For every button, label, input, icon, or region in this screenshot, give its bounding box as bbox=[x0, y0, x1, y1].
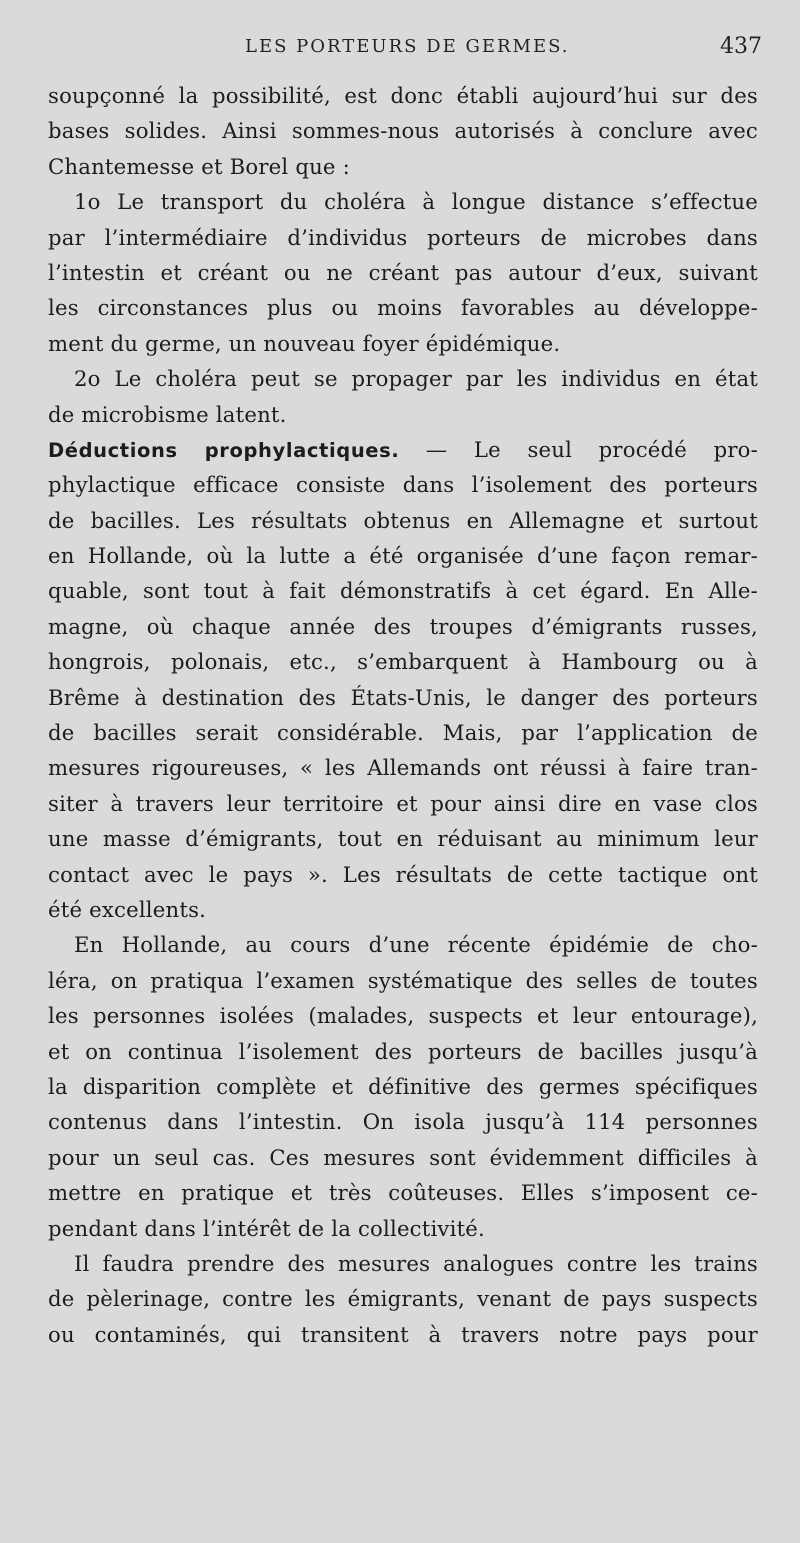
running-title: LES PORTEURS DE GERMES. bbox=[245, 36, 570, 57]
text-line: Chantemesse et Borel que : bbox=[48, 153, 350, 179]
paragraph-1 bbox=[48, 78, 758, 184]
text-line: siter à travers leur territoire et pour ainsi dire en vase clos bbox=[48, 790, 758, 816]
text-line: l’intestin et créant ou ne créant pas autour d’eux, suivant bbox=[48, 259, 758, 285]
text-line: de pèlerinage, contre les émigrants, venant de pays suspects bbox=[48, 1286, 758, 1312]
section-heading: Déductions prophylactiques. bbox=[48, 438, 400, 462]
text-line: pour un seul cas. Ces mesures sont évidemment difficiles à bbox=[48, 1144, 758, 1170]
paragraph-5 bbox=[48, 927, 758, 1246]
text-line: ou contaminés, qui transitent à travers notre pays pour bbox=[48, 1321, 758, 1347]
text-line: ment du germe, un nouveau foyer épidémique. bbox=[48, 330, 561, 356]
text-line: contenus dans l’intestin. On isola jusqu’à 114 personnes bbox=[48, 1109, 758, 1135]
text-line: et on continua l’isolement des porteurs de bacilles jusqu’à bbox=[48, 1038, 758, 1064]
text-line: hongrois, polonais, etc., s’embarquent à Hambourg ou à bbox=[48, 649, 758, 675]
text-line: une masse d’émigrants, tout en réduisant au minimum leur bbox=[48, 826, 758, 852]
page-header bbox=[0, 36, 800, 66]
text-line: 1o Le transport du choléra à longue distance s’effectue bbox=[74, 189, 758, 215]
text-line: la disparition complète et définitive des germes spécifiques bbox=[48, 1073, 758, 1099]
text-line: de bacilles. Les résultats obtenus en Allemagne et surtout bbox=[48, 507, 758, 533]
text-line: bases solides. Ainsi sommes-nous autorisés à conclure avec bbox=[48, 118, 758, 144]
page-number: 437 bbox=[720, 34, 762, 59]
body-text bbox=[48, 78, 758, 1352]
text-line: de bacilles serait considérable. Mais, par l’application de bbox=[48, 720, 758, 746]
text-line: mesures rigoureuses, « les Allemands ont réussi à faire tran- bbox=[48, 755, 758, 781]
text-line: magne, où chaque année des troupes d’émigrants russes, bbox=[48, 613, 758, 639]
text-line: 2o Le choléra peut se propager par les individus en état bbox=[74, 366, 758, 392]
text-line: été excellents. bbox=[48, 896, 207, 922]
text-line: les personnes isolées (malades, suspects et leur entourage), bbox=[48, 1003, 758, 1029]
heading-line bbox=[48, 432, 758, 467]
paragraph-4 bbox=[48, 432, 758, 927]
text-line: En Hollande, au cours d’une récente épidémie de cho- bbox=[74, 932, 758, 958]
paragraph-2 bbox=[48, 184, 758, 361]
text-line: en Hollande, où la lutte a été organisée d’une façon remar- bbox=[48, 543, 758, 569]
text-line: pendant dans l’intérêt de la collectivité. bbox=[48, 1215, 485, 1241]
text-line: par l’intermédiaire d’individus porteurs de microbes dans bbox=[48, 224, 758, 250]
paragraph-6 bbox=[48, 1246, 758, 1352]
text-line: Brême à destination des États-Unis, le danger des porteurs bbox=[48, 684, 758, 710]
text-line: Il faudra prendre des mesures analogues contre les trains bbox=[74, 1250, 758, 1276]
text-line: les circonstances plus ou moins favorables au développe- bbox=[48, 295, 758, 321]
text-line: mettre en pratique et très coûteuses. Elles s’imposent ce- bbox=[48, 1180, 758, 1206]
text-line: quable, sont tout à fait démonstratifs à cet égard. En Alle- bbox=[48, 578, 758, 604]
heading-rest: — Le seul procédé pro- bbox=[399, 436, 758, 462]
text-line: léra, on pratiqua l’examen systématique des selles de toutes bbox=[48, 967, 758, 993]
text-line: soupçonné la possibilité, est donc établi aujourd’hui sur des bbox=[48, 83, 758, 108]
text-line: de microbisme latent. bbox=[48, 401, 287, 427]
text-line: contact avec le pays ». Les résultats de cette tactique ont bbox=[48, 861, 758, 887]
paragraph-3 bbox=[48, 361, 758, 432]
text-line: phylactique efficace consiste dans l’isolement des porteurs bbox=[48, 472, 758, 498]
